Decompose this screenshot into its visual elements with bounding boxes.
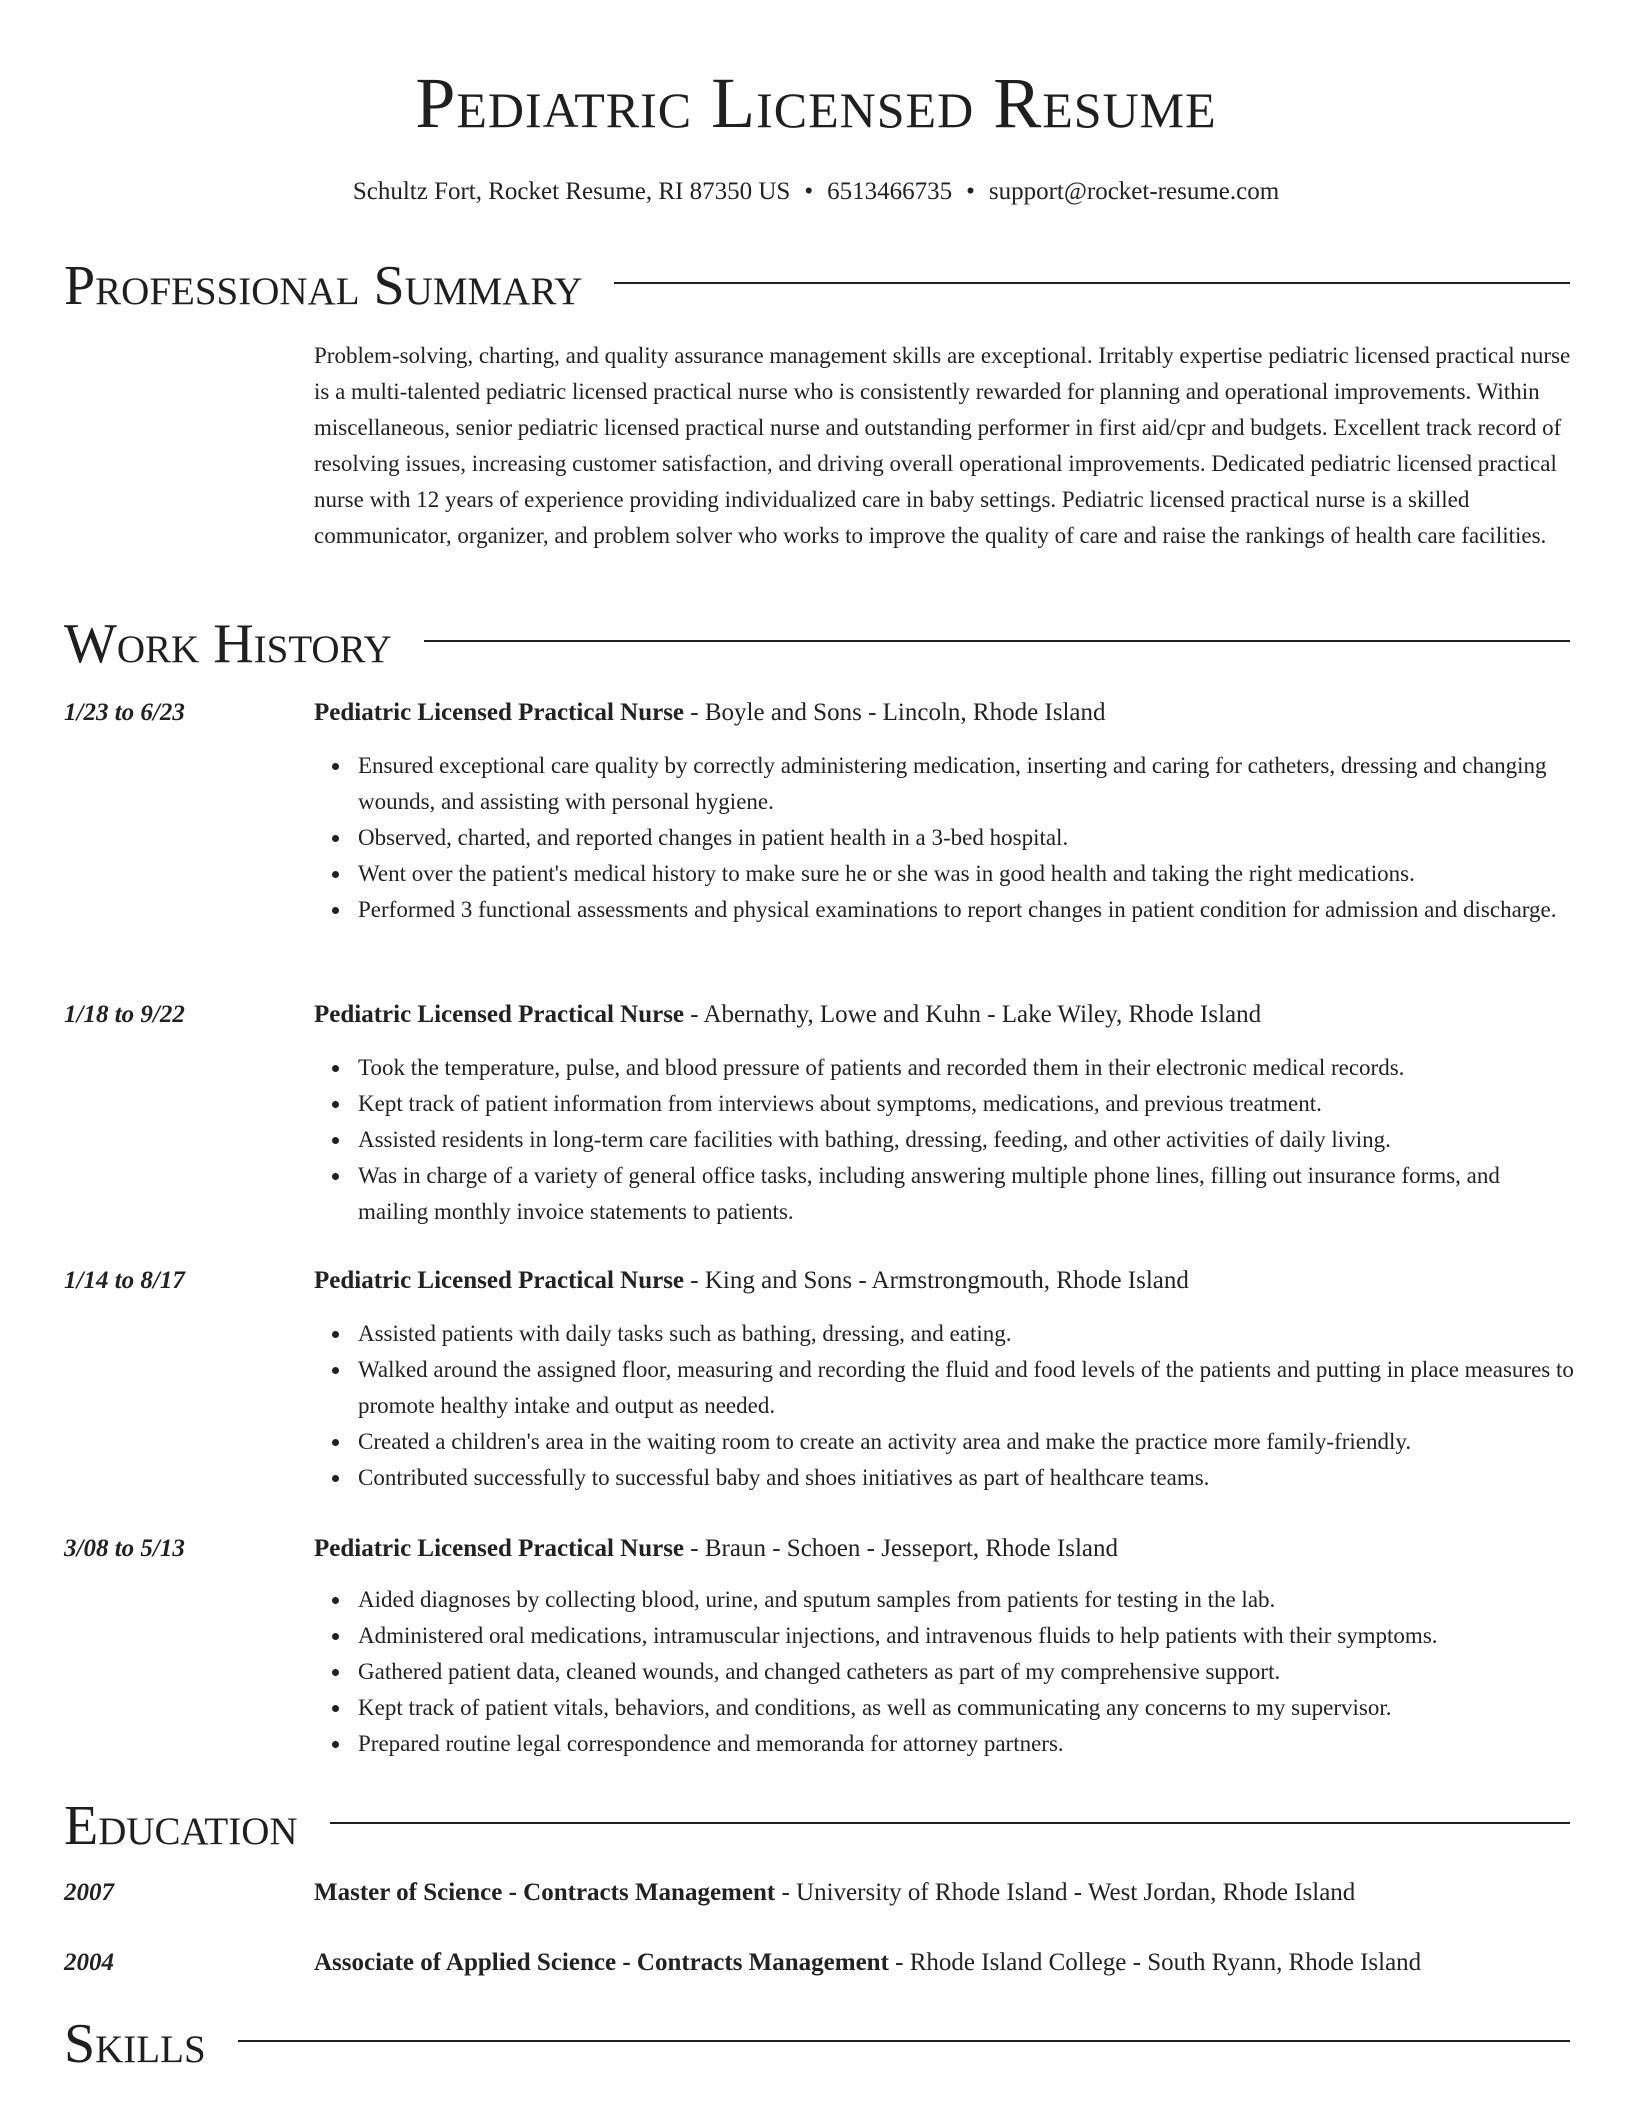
job-date: 1/18 to 9/22 bbox=[64, 1001, 185, 1028]
education-heading bbox=[314, 1876, 1574, 1910]
job-bullet: Observed, charted, and reported changes in patient health in a 3-bed hospital. bbox=[358, 820, 1574, 856]
section-title-work: Work History bbox=[64, 613, 392, 675]
education-year: 2004 bbox=[64, 1949, 114, 1976]
job-details: - King and Sons - Armstrongmouth, Rhode Island bbox=[684, 1267, 1189, 1294]
job-date: 1/23 to 6/23 bbox=[64, 699, 185, 726]
contact-address: Schultz Fort, Rocket Resume, RI 87350 US bbox=[352, 178, 791, 205]
contact-line bbox=[0, 176, 1632, 208]
job-bullet: Gathered patient data, cleaned wounds, and changed catheters as part of my comprehensive support. bbox=[358, 1654, 1574, 1690]
job-bullet: Contributed successfully to successful baby and shoes initiatives as part of healthcare teams. bbox=[358, 1460, 1574, 1496]
resume-title: Pediatric Licensed Resume bbox=[415, 63, 1217, 143]
section-divider bbox=[238, 2040, 1570, 2042]
job-bullets bbox=[358, 1050, 1574, 1230]
job-bullet: Went over the patient's medical history to make sure he or she was in good health and taking the right medications. bbox=[358, 856, 1574, 892]
section-title-summary: Professional Summary bbox=[64, 255, 583, 317]
job-bullet: Was in charge of a variety of general office tasks, including answering multiple phone lines, filling out insurance forms, and mailing monthly invoice statements to patients. bbox=[358, 1158, 1574, 1230]
job-details: - Braun - Schoen - Jesseport, Rhode Island bbox=[684, 1535, 1118, 1562]
job-bullets bbox=[358, 1316, 1574, 1496]
job-bullet: Kept track of patient vitals, behaviors, and conditions, as well as communicating any concerns to my supervisor. bbox=[358, 1690, 1574, 1726]
job-bullet: Assisted patients with daily tasks such as bathing, dressing, and eating. bbox=[358, 1316, 1574, 1352]
job-heading bbox=[314, 1264, 1574, 1298]
job-bullets bbox=[358, 1582, 1574, 1762]
job-bullets bbox=[358, 748, 1574, 928]
contact-separator: • bbox=[966, 178, 975, 205]
section-divider bbox=[330, 1822, 1570, 1824]
job-bullet: Administered oral medications, intramuscular injections, and intravenous fluids to help patients with their symptoms. bbox=[358, 1618, 1574, 1654]
job-details: - Boyle and Sons - Lincoln, Rhode Island bbox=[684, 699, 1106, 726]
section-divider bbox=[614, 282, 1570, 284]
section-title-education: Education bbox=[64, 1795, 298, 1857]
job-bullet: Prepared routine legal correspondence and memoranda for attorney partners. bbox=[358, 1726, 1574, 1762]
job-bullet: Aided diagnoses by collecting blood, urine, and sputum samples from patients for testing in the lab. bbox=[358, 1582, 1574, 1618]
section-title-skills: Skills bbox=[64, 2013, 206, 2075]
job-heading bbox=[314, 696, 1574, 730]
education-section-header bbox=[64, 1794, 1570, 1858]
contact-separator: • bbox=[804, 178, 814, 205]
education-year: 2007 bbox=[64, 1879, 114, 1906]
job-heading bbox=[314, 1532, 1574, 1566]
work-section-header bbox=[64, 612, 1570, 676]
summary-section-header bbox=[64, 254, 1570, 318]
job-title: Pediatric Licensed Practical Nurse bbox=[314, 699, 685, 726]
job-bullet: Performed 3 functional assessments and physical examinations to report changes in patient condition for admission and discharge. bbox=[358, 892, 1574, 928]
job-bullet: Assisted residents in long-term care facilities with bathing, dressing, feeding, and other activities of daily living. bbox=[358, 1122, 1574, 1158]
job-title: Pediatric Licensed Practical Nurse bbox=[314, 1001, 685, 1028]
job-title: Pediatric Licensed Practical Nurse bbox=[314, 1267, 685, 1294]
job-bullet: Ensured exceptional care quality by correctly administering medication, inserting and caring for catheters, dressing and changing wounds, and assisting with personal hygiene. bbox=[358, 748, 1574, 820]
education-heading bbox=[314, 1946, 1574, 1980]
education-degree: Master of Science - Contracts Management bbox=[314, 1879, 776, 1906]
education-details: - Rhode Island College - South Ryann, Rhode Island bbox=[888, 1949, 1422, 1976]
job-details: - Abernathy, Lowe and Kuhn - Lake Wiley, Rhode Island bbox=[684, 1001, 1262, 1028]
job-heading bbox=[314, 998, 1574, 1032]
job-bullet: Took the temperature, pulse, and blood pressure of patients and recorded them in their electronic medical records. bbox=[358, 1050, 1574, 1086]
job-date: 1/14 to 8/17 bbox=[64, 1267, 185, 1294]
education-details: - University of Rhode Island - West Jordan, Rhode Island bbox=[775, 1879, 1356, 1906]
job-bullet: Walked around the assigned floor, measuring and recording the fluid and food levels of the patients and putting in place measures to promote healthy intake and output as needed. bbox=[358, 1352, 1574, 1424]
contact-email: support@rocket-resume.com bbox=[988, 178, 1280, 205]
education-degree: Associate of Applied Science - Contracts Management bbox=[314, 1949, 889, 1976]
contact-phone: 6513466735 bbox=[827, 178, 953, 205]
job-title: Pediatric Licensed Practical Nurse bbox=[314, 1535, 685, 1562]
summary-text: Problem-solving, charting, and quality assurance management skills are exceptional. Irritably expertise pediatric licensed practical nurse is a multi-talented pediatric licensed practical nurse who is consistently rewarded for planning and operational improvements. Within miscellaneous, senior pediatric licensed practical nurse and outstanding performer in first aid/cpr and budgets. Excellent track record of resolving issues, increasing customer satisfaction, and driving overall operational improvements. Dedicated pediatric licensed practical nurse with 12 years of experience providing individualized care in baby settings. Pediatric licensed practical nurse is a skilled communicator, organizer, and problem solver who works to improve the quality of care and raise the rankings of health care facilities. bbox=[314, 343, 1571, 548]
skills-section-header bbox=[64, 2012, 1570, 2076]
job-date: 3/08 to 5/13 bbox=[64, 1535, 185, 1562]
job-bullet: Created a children's area in the waiting room to create an activity area and make the practice more family-friendly. bbox=[358, 1424, 1574, 1460]
section-divider bbox=[424, 640, 1570, 642]
job-bullet: Kept track of patient information from interviews about symptoms, medications, and previous treatment. bbox=[358, 1086, 1574, 1122]
